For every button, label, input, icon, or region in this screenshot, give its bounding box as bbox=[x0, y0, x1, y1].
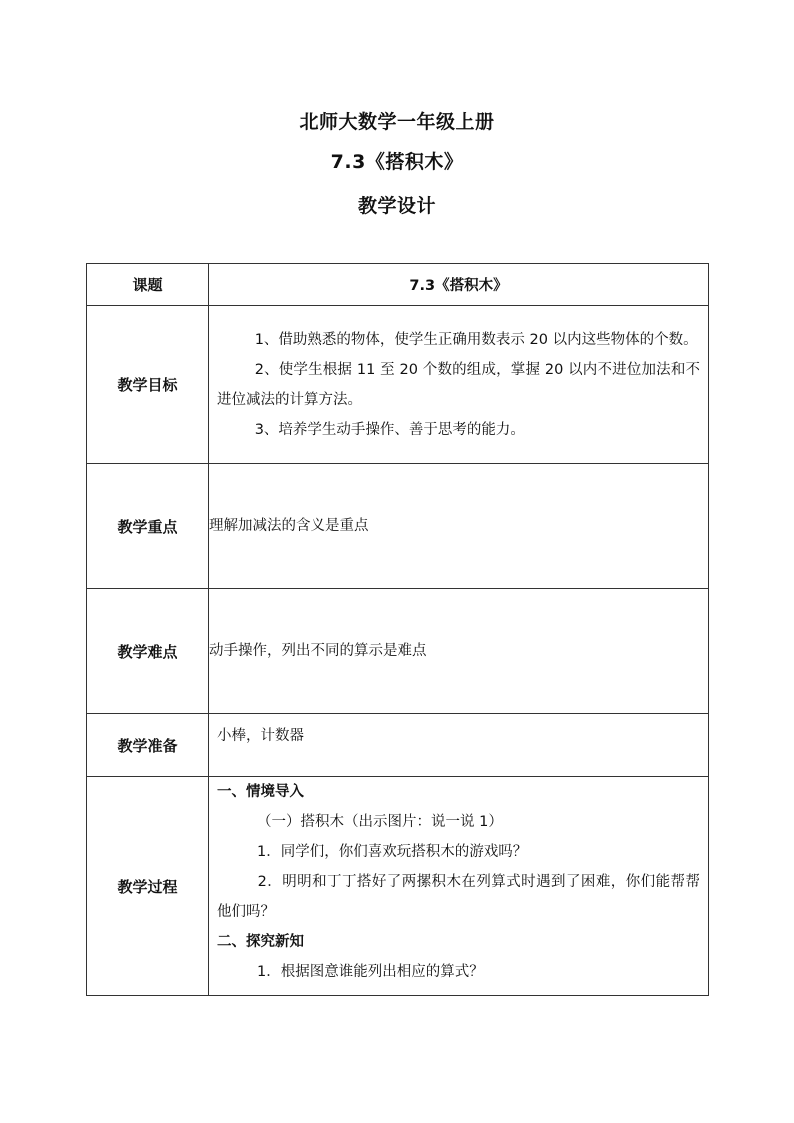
prep-cell bbox=[209, 714, 709, 777]
process-item-2: 2．明明和丁丁搭好了两摞积木在列算式时遇到了困难，你们能帮帮他们吗？ bbox=[217, 874, 700, 920]
goals-cell bbox=[209, 306, 709, 464]
topic-label: 课题 bbox=[87, 264, 209, 306]
process-section-2: 二、探究新知 bbox=[217, 934, 304, 950]
process-label: 教学过程 bbox=[87, 777, 209, 996]
process-cell bbox=[209, 777, 709, 996]
lesson-plan-table bbox=[86, 263, 709, 996]
key-row bbox=[87, 464, 709, 589]
document-subtitle: 教学设计 bbox=[357, 195, 436, 217]
goals-label: 教学目标 bbox=[87, 306, 209, 464]
topic-row bbox=[87, 264, 709, 306]
process-row bbox=[87, 777, 709, 996]
prep-label: 教学准备 bbox=[87, 714, 209, 777]
topic-value: 7.3《搭积木》 bbox=[209, 264, 709, 306]
document-title: 北师大数学一年级上册 bbox=[299, 111, 495, 133]
process-item-3: 1．根据图意谁能列出相应的算式？ bbox=[257, 964, 484, 980]
key-value: 理解加减法的含义是重点 bbox=[209, 464, 709, 589]
difficulty-row bbox=[87, 589, 709, 714]
difficulty-label: 教学难点 bbox=[87, 589, 209, 714]
difficulty-value: 动手操作，列出不同的算示是难点 bbox=[209, 589, 709, 714]
goals-row bbox=[87, 306, 709, 464]
prep-row bbox=[87, 714, 709, 777]
goal-item-2: 2、使学生根据 11 至 20 个数的组成，掌握 20 以内不进位加法和不进位减法的计算方法。 bbox=[217, 361, 700, 408]
prep-value: 小棒，计数器 bbox=[217, 728, 304, 744]
goal-item-1: 1、借助熟悉的物体，使学生正确用数表示 20 以内这些物体的个数。 bbox=[254, 331, 698, 348]
key-label: 教学重点 bbox=[87, 464, 209, 589]
process-sub-1: （一）搭积木（出示图片：说一说 1） bbox=[257, 814, 503, 830]
goal-item-3: 3、培养学生动手操作、善于思考的能力。 bbox=[254, 421, 525, 438]
process-item-1: 1．同学们，你们喜欢玩搭积木的游戏吗？ bbox=[257, 844, 528, 860]
process-section-1: 一、情境导入 bbox=[217, 784, 304, 800]
lesson-title: 7.3《搭积木》 bbox=[330, 151, 464, 173]
